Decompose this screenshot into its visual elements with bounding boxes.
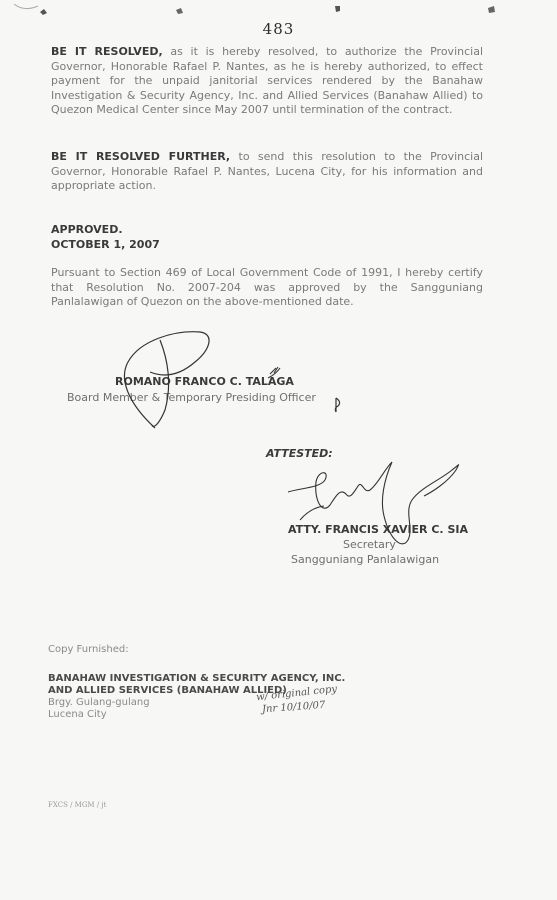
- approved-label: APPROVED.: [51, 223, 123, 236]
- address-line-2: Lucena City: [48, 709, 107, 720]
- resolution-lead: BE IT RESOLVED FURTHER,: [51, 150, 231, 163]
- attested-label: ATTESTED:: [266, 447, 333, 460]
- addressee-line-2: AND ALLIED SERVICES (BANAHAW ALLIED): [48, 685, 287, 696]
- page-number: 483: [262, 20, 295, 38]
- certification-paragraph: Pursuant to Section 469 of Local Government Code of 1991, I hereby certify that Resolution No. 2007-204 was approved by the Sangguniang Panlalawigan of Quezon on the above-mentioned date.: [51, 266, 483, 309]
- signatory-1-title: Board Member & Temporary Presiding Officer: [67, 391, 316, 404]
- handwritten-note-2: Jnr 10/10/07: [261, 699, 326, 716]
- reference-initials: FXCS / MGM / jt: [48, 801, 107, 809]
- addressee-line-1: BANAHAW INVESTIGATION & SECURITY AGENCY, INC.: [48, 673, 346, 684]
- approved-date: OCTOBER 1, 2007: [51, 238, 160, 251]
- signatory-2-office: Sangguniang Panlalawigan: [291, 553, 440, 566]
- resolution-text: to send this resolution to the Provincial Governor, Honorable Rafael P. Nantes, Lucena City, for his information and appropriate action.: [51, 150, 484, 193]
- address-line-1: Brgy. Gulang-gulang: [48, 697, 150, 708]
- handwritten-note-1: w/ original copy: [255, 683, 338, 704]
- copy-furnished-label: Copy Furnished:: [48, 644, 129, 655]
- signatory-1-name: ROMANO FRANCO C. TALAGA: [115, 375, 294, 388]
- resolution-text: as it is hereby resolved, to authorize the Provincial Governor, Honorable Rafael P. Nantes, as he is hereby authorized, to effect payment for the unpaid janitorial services rendered by the Banahaw Investigation & Security Agency, Inc. and Allied Services (Banahaw Allied) to Quezon Medical Center since May 2007 until termination of the contract.: [51, 45, 483, 117]
- signatory-2-title: Secretary: [343, 538, 396, 551]
- signatory-2-name: ATTY. FRANCIS XAVIER C. SIA: [288, 523, 468, 536]
- resolution-lead: BE IT RESOLVED,: [51, 45, 163, 58]
